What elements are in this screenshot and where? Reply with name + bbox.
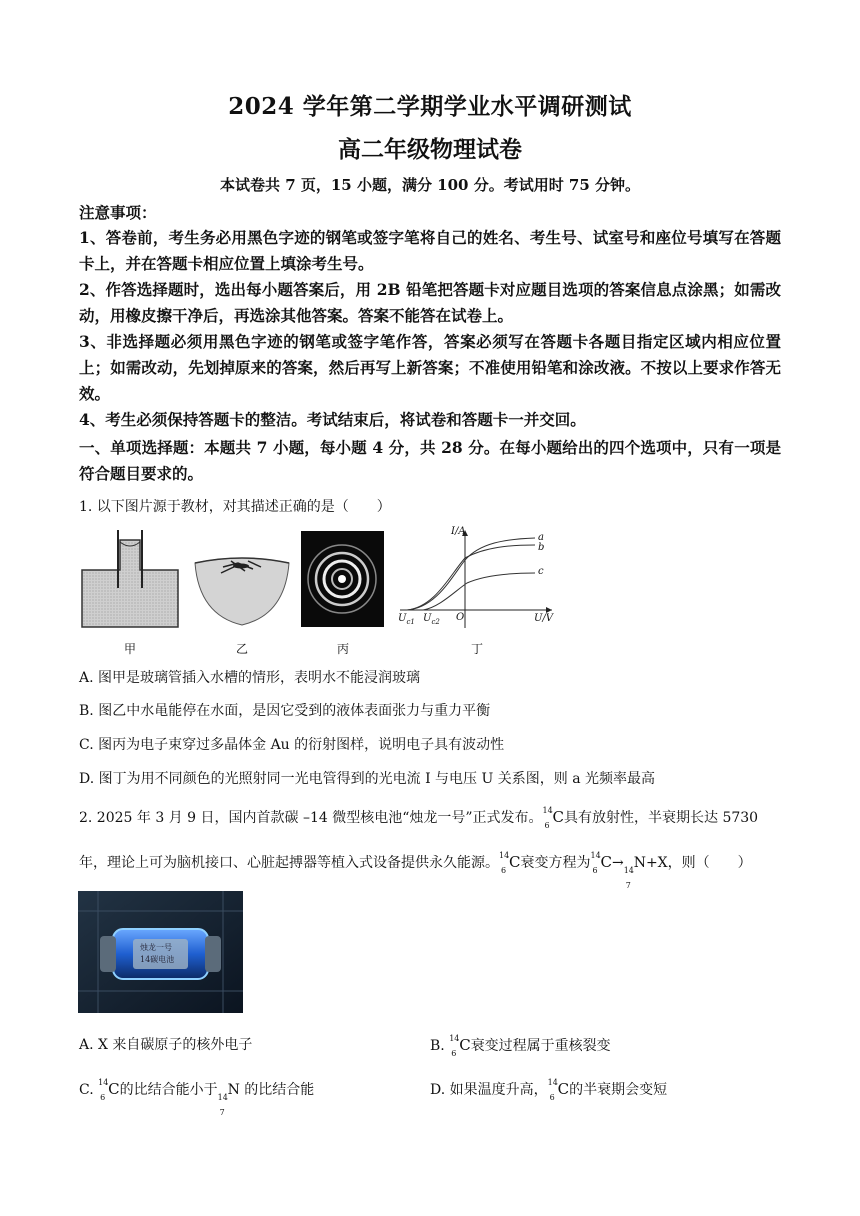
exam-meta: 本试卷共 7 页，15 小题，满分 100 分。考试用时 75 分钟。: [219, 176, 641, 194]
q1-option-a: A. 图甲是玻璃管插入水槽的情形，表明水不能浸润玻璃: [79, 670, 421, 686]
question-2-line-2: 年，理论上可为脑机接口、心脏起搏器等植入式设备提供永久能源。 14 6 C衰变方程为 14 6 C→ 14 7 N+X，则（ ）: [79, 851, 752, 890]
q2-option-a: A. X 来自碳原子的核外电子: [79, 1037, 253, 1053]
graph-uc1: $U_{c1}$: [398, 613, 415, 626]
notice-item-2: 2、作答选择题时，选出每小题答案后，用 2B 铅笔把答题卡对应题目选项的答案信息点涂黑；如需改动，用橡皮擦干净后，再选涂其他答案。答案不能答在试卷上。: [79, 280, 781, 325]
graph-xlabel: U/V: [534, 613, 554, 624]
q2-option-c: C. 14 6 C的比结合能小于 14 7 N 的比结合能: [79, 1078, 315, 1117]
q1-option-c: C. 图丙为电子束穿过多晶体金 Au 的衍射图样，说明电子具有波动性: [79, 737, 505, 753]
figure-label-jia: 甲: [123, 642, 136, 656]
curve-label-c: c: [538, 566, 544, 577]
figure-label-ding: 丁: [470, 642, 483, 656]
question-2-line-1: 2. 2025 年 3 月 9 日，国内首款碳 –14 微型核电池“烛龙一号”正式发布。 14 6 C具有放射性，半衰期长达 5730: [79, 806, 759, 830]
graph-origin: O: [456, 612, 465, 623]
curve-label-a: a: [538, 532, 544, 543]
q2-option-b: B. 14 6 C衰变过程属于重核裂变: [430, 1034, 611, 1058]
figure-yi: [193, 555, 291, 627]
figure-jia: [80, 530, 180, 630]
figure-label-bing: 丙: [336, 642, 349, 656]
curve-label-b: b: [538, 542, 545, 553]
c14-symbol: 14 6 C: [542, 806, 565, 830]
figure-bing: [301, 531, 384, 627]
graph-ylabel: I/A: [451, 526, 466, 537]
page-title: 2024 学年第二学期学业水平调研测试: [228, 93, 632, 120]
q1-option-b: B. 图乙中水黾能停在水面，是因它受到的液体表面张力与重力平衡: [79, 703, 491, 719]
notice-item-1: 1、答卷前，考生务必用黑色字迹的钢笔或签字笔将自己的姓名、考生号、试室号和座位号填写在答题卡上，并在答题卡相应位置上填涂考生号。: [79, 228, 781, 273]
q2-option-d: D. 如果温度升高， 14 6 C的半衰期会变短: [430, 1078, 668, 1102]
figure-label-yi: 乙: [235, 642, 248, 656]
section-heading: 一、单项选择题：本题共 7 小题，每小题 4 分，共 28 分。在每小题给出的四个选项中，只有一项是符合题目要求的。: [79, 438, 781, 483]
battery-label-1: 烛龙一号: [140, 943, 172, 952]
notice-item-4: 4、考生必须保持答题卡的整洁。考试结束后，将试卷和答题卡一并交回。: [79, 410, 586, 429]
figure-ding-graph: [395, 525, 555, 633]
question-1-stem: 1. 以下图片源于教材，对其描述正确的是（ ）: [79, 499, 391, 515]
graph-uc2: $U_{c2}$: [423, 613, 440, 626]
notice-item-3: 3、非选择题必须用黑色字迹的钢笔或签字笔作答，答案必须写在答题卡各题目指定区域内相应位置上；如需改动，先划掉原来的答案，然后再写上新答案；不准使用铅笔和涂改液。不按以上要求作答无效。: [79, 332, 781, 403]
page-subtitle: 高二年级物理试卷: [338, 136, 522, 163]
q1-option-d: D. 图丁为用不同颜色的光照射同一光电管得到的光电流 I 与电压 U 关系图，则 a 光频率最高: [79, 771, 656, 787]
battery-label-2: 14碳电池: [140, 955, 175, 964]
notice-heading: 注意事项：: [79, 203, 157, 222]
